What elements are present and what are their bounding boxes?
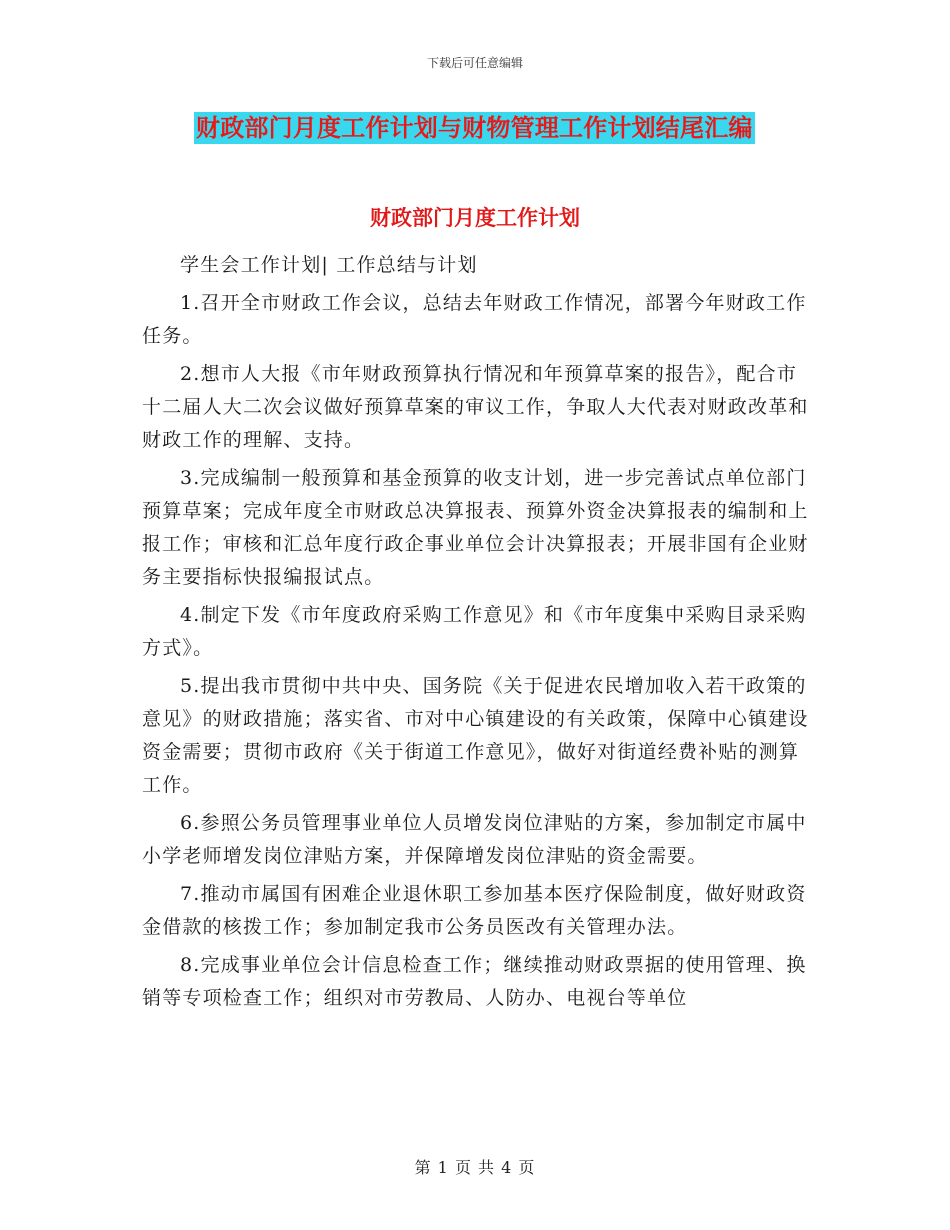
paragraph-1: 1.召开全市财政工作会议，总结去年财政工作情况，部署今年财政工作任务。 — [142, 292, 807, 347]
paragraph-intro: 学生会工作计划| 工作总结与计划 — [180, 254, 478, 276]
page-header: 下载后可任意编辑 — [426, 56, 523, 70]
body-text — [142, 249, 810, 1020]
paragraph-2: 2.想市人大报《市年财政预算执行情况和年预算草案的报告》，配合市十二届人大二次会议做好预算草案的审议工作，争取人大代表对财政改革和财政工作的理解、支持。 — [142, 363, 809, 451]
section-title: 财政部门月度工作计划 — [370, 205, 580, 230]
paragraph-3: 3.完成编制一般预算和基金预算的收支计划，进一步完善试点单位部门预算草案；完成年度全市财政总决算报表、预算外资金决算报表的编制和上报工作；审核和汇总年度行政企事业单位会计决算报表；开展非国有企业财务主要指标快报编报试点。 — [142, 467, 809, 588]
paragraph-8: 8.完成事业单位会计信息检查工作；继续推动财政票据的使用管理、换销等专项检查工作；组织对市劳教局、人防办、电视台等单位 — [142, 954, 807, 1009]
document-title: 财政部门月度工作计划与财物管理工作计划结尾汇编 — [196, 113, 753, 142]
paragraph-7: 7.推动市属国有困难企业退休职工参加基本医疗保险制度，做好财政资金借款的核拨工作；参加制定我市公务员医改有关管理办法。 — [142, 883, 807, 938]
page-number-footer: 第 1 页 共 4 页 — [414, 1158, 536, 1177]
paragraph-4: 4.制定下发《市年度政府采购工作意见》和《市年度集中采购目录采购方式》。 — [142, 604, 807, 659]
paragraph-6: 6.参照公务员管理事业单位人员增发岗位津贴的方案，参加制定市属中小学老师增发岗位津贴方案，并保障增发岗位津贴的资金需要。 — [142, 812, 807, 867]
paragraph-5: 5.提出我市贯彻中共中央、国务院《关于促进农民增加收入若干政策的意见》的财政措施；落实省、市对中心镇建设的有关政策，保障中心镇建设资金需要；贯彻市政府《关于街道工作意见》，做好对街道经费补贴的测算工作。 — [142, 675, 809, 796]
